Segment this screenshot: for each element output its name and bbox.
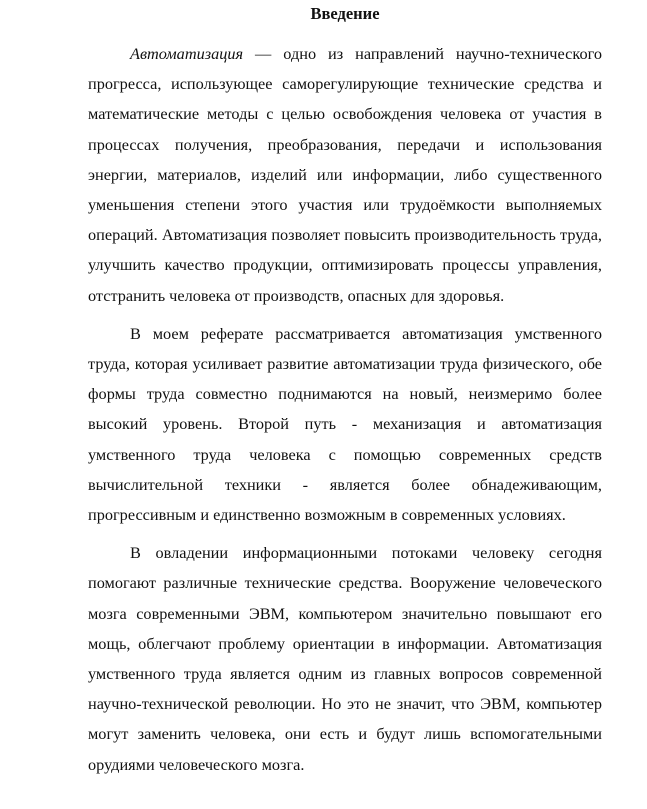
document-title: Введение xyxy=(310,4,380,23)
paragraph-1-text: — одно из направлений научно-технического прогресса, использующее саморегулирующие технические средства и математические методы с целью освобождения человека от участия в процессах получения, преобразования, передачи и использования энергии, материалов, изделий или информации, либо существенного уменьшения степени этого участия или трудоёмкости выполняемых операций. Автоматизация позволяет повысить производительность труда, улучшить качество продукции, оптимизировать процессы управления, отстранить человека от производств, опасных для здоровья. xyxy=(88,44,602,305)
paragraph-3-text: В овладении информационными потоками человеку сегодня помогают различные технические средства. Вооружение человеческого мозга современными ЭВМ, компьютером значительно повышают его мощь, облегчают проблему ориентации в информации. Автоматизация умственного труда является одним из главных вопросов современной научно-технической революции. Но это не значит, что ЭВМ, компьютер могут заменить человека, они есть и будут лишь вспомогательными орудиями человеческого мозга. xyxy=(88,543,602,774)
paragraph-1 xyxy=(88,39,602,311)
paragraph-2-text: В моем реферате рассматривается автоматизация умственного труда, которая усиливает развитие автоматизации труда физического, обе формы труда совместно поднимаются на новый, неизмеримо более высокий уровень. Второй путь - механизация и автоматизация умственного труда человека с помощью современных средств вычислительной техники - является более обнадеживающим, прогрессивным и единственно возможным в современных условиях. xyxy=(88,323,602,525)
paragraph-2 xyxy=(88,319,602,530)
paragraph-1-lead-term: Автоматизация xyxy=(130,44,244,63)
paragraph-3 xyxy=(88,538,602,780)
